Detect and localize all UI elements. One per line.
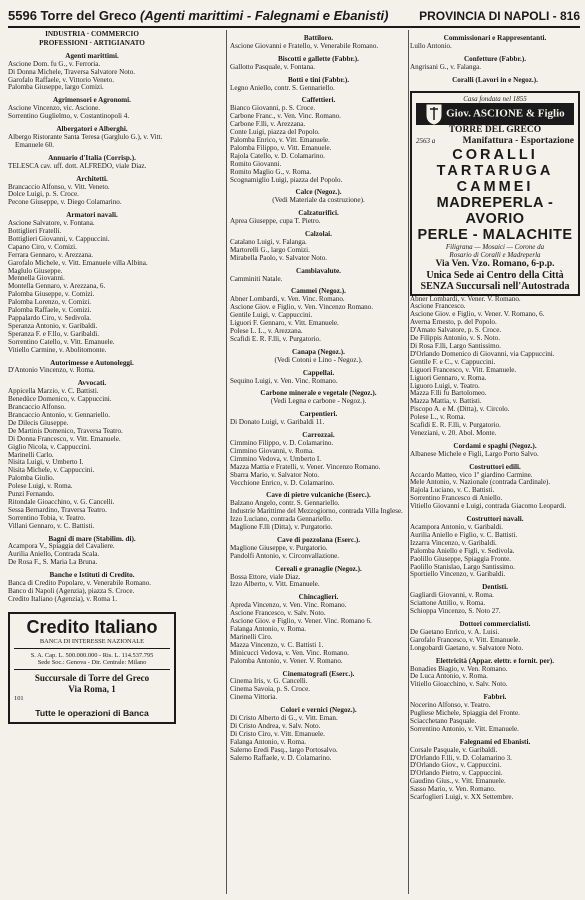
listing-entry: Mennella Giovanni.: [8, 274, 65, 283]
column-divider: [226, 30, 227, 894]
listing-entry: Banca di Credito Popolare, v. Venerabile Romano.: [8, 579, 152, 588]
listing-entry: Acampora Antonio, v. Garibaldi.: [410, 523, 503, 531]
column-3-listings: [410, 296, 580, 802]
listing-entry: Albergo Ristorante Santa Teresa (Garglulo G.), v. Vitt. Emanuele 60.: [8, 132, 163, 149]
listing-entry: Abner Lombardi, v. Ven. Vinc. Romano.: [230, 295, 345, 304]
ad-firm-name: [416, 103, 574, 125]
listing-entry: Balzano Angelo, contr. S. Gennariello.: [230, 499, 340, 508]
section-heading: Architetti.: [76, 174, 108, 183]
listing-entry: Albanese Michele e Figli, Largo Porto Salvo.: [410, 449, 539, 458]
column-3: [410, 30, 580, 894]
listing-entry: Garofalo Michele, v. Vitt. Emanuele villa Albina.: [8, 258, 148, 267]
listing-entry: Mazza F.lli fu Bartolomeo.: [410, 389, 487, 398]
listing-entry: Scarfoglieri Luigi, v. XX Settembre.: [410, 793, 514, 802]
section-heading: Caffettieri.: [301, 96, 336, 105]
ad-footer-row: [14, 695, 170, 702]
listing-entry: Cinema Savoia, p. S. Croce.: [230, 685, 310, 694]
listing-entry: Romito Maglio G., v. Roma.: [230, 167, 312, 176]
listing-entry: Rajola Luciano, v. C. Battisti.: [410, 486, 495, 495]
listing-entry: Speranza F. e F.llo, v. Garibaldi.: [8, 329, 99, 338]
listing-entry: Gallotto Pasquale, v. Fontana.: [230, 62, 316, 71]
section-heading: Carpentieri.: [299, 410, 338, 419]
section-heading: Coralli (Lavori in e Negoz.).: [452, 75, 538, 84]
credito-italiano-ad: [8, 612, 176, 724]
listing-entry: Ascione Giov. e Figlio, v. Vener. Vinc. Romano 6.: [230, 617, 372, 626]
listing-entry: Pandolfi Antonio, v. Circonvallazione.: [230, 551, 340, 560]
listing-entry: Marinelli Ciro.: [230, 632, 273, 641]
listing-entry: Sorrentino Catello, v. Vitt. Emanuele.: [8, 337, 115, 346]
listing-entry: De Gaetano Enrico, v. A. Luisi.: [410, 627, 500, 636]
ad-bank-tagline: BANCA DI INTERESSE NAZIONALE: [39, 637, 145, 645]
listing-entry: D'Amato Salvatore, p. S. Croce.: [410, 326, 502, 335]
listing-entry: Palomba Giulio.: [8, 474, 55, 483]
section-heading: Elettricità (Appar. elettr. e fornit. per).: [435, 656, 555, 665]
listing-entry: Falanga Antonio, v. Roma.: [230, 737, 306, 746]
listing-entry: Sorrentino Francesco di Aniello.: [410, 494, 503, 503]
ad-line-2: TARTARUGA: [436, 162, 554, 179]
section-heading: Armatori navali.: [66, 211, 118, 220]
listing-entry: Punzi Fernando.: [8, 490, 55, 499]
listing-entry: Izzo Luciano, contrada Gennariello.: [230, 515, 333, 524]
listing-entry: Nisita Michele, v. Cappuccini.: [8, 466, 95, 475]
listing-entry: Sorrentino Antonio, v. Vitt. Emanuele.: [410, 724, 519, 733]
section-heading: Cappellai.: [302, 368, 335, 377]
section-heading: Confetture (Fabbr.).: [463, 54, 527, 63]
section-crossref: (Vedi Cotoni e Lino - Negoz.).: [274, 355, 363, 364]
listing-entry: Bianco Giovanni, p. S. Croce.: [230, 104, 316, 113]
section-heading: Calzaturifici.: [298, 209, 339, 218]
section-heading: Falegnami ed Ebanisti.: [459, 737, 531, 746]
listing-entry: Banco di Napoli (Agenzia), piazza S. Croce.: [8, 587, 135, 595]
listing-entry: Ascione Vincenzo, vic. Ascione.: [8, 104, 101, 113]
ad-firm-text: Giov. ASCIONE & Figlio: [446, 107, 565, 120]
page-subtitle: (Agenti marittimi - Falegnami e Ebanisti): [140, 8, 389, 23]
section-heading: Cordami e spaghi (Negoz.).: [453, 441, 537, 450]
locality-title: Torre del Greco: [40, 8, 137, 23]
listing-entry: Lullo Antonio.: [410, 41, 452, 50]
listing-entry: Ascione Salvatore, v. Fontana.: [8, 219, 95, 228]
section-heading: Colori e vernici (Negoz.).: [280, 706, 357, 715]
listing-entry: Polese Luigi, v. Roma.: [8, 482, 73, 491]
listing-entry: Vitiello Giovanni e Luigi, contrada Giacomo Leopardi.: [410, 502, 567, 511]
listing-entry: D'Antonio Vincenzo, v. Roma.: [8, 366, 95, 375]
ascione-ad: [410, 91, 580, 296]
listing-entry: Di Cristo Andrea, v. Salv. Noto.: [230, 721, 321, 730]
column-2-listings: [230, 35, 407, 763]
section-crossref: (Vedi Materiale da costruzione).: [272, 196, 365, 205]
listing-entry: Maglione F.lli (Ditta), v. Purgatorio.: [230, 523, 333, 532]
listing-entry: Pugliese Michele, Spiaggia del Fronte.: [410, 709, 520, 718]
ad-branch-address: Via Roma, 1: [68, 683, 116, 694]
section-heading: Annuario d'Italia (Corrisp.).: [48, 153, 136, 162]
header-right: [419, 9, 580, 23]
listing-entry: Ferrara Gennaro, v. Arezzana.: [8, 250, 94, 259]
listing-entry: Scognamiglio Luigi, piazza del Popolo.: [230, 175, 343, 184]
ad-bank-seats: Sede Soc.: Genova - Dir. Centrale: Milano: [37, 658, 147, 666]
listing-entry: Averna Ernesto, p. del Popolo.: [410, 318, 497, 327]
section-heading: Agenti marittimi.: [65, 51, 119, 60]
listing-entry: Liguori Gennaro, v. Roma.: [410, 373, 487, 382]
listing-entry: Izzarra Vincenzo, v. Garibaldi.: [410, 538, 497, 547]
listing-entry: Liguoro Luigi, v. Teatro.: [410, 381, 480, 390]
listing-entry: Abner Lombardi, v. Vener. V. Romano.: [410, 294, 521, 303]
section-heading: Chincaglieri.: [298, 593, 339, 602]
listing-entry: Sorrentino Tobia, v. Teatro.: [8, 513, 86, 522]
listing-entry: Romito Giovanni.: [230, 159, 282, 168]
section-heading: Cave di pozzolana (Eserc.).: [276, 535, 361, 544]
listing-entry: Brancaccio Alfonso.: [8, 403, 66, 412]
listing-entry: Benedüce Domenico, v. Cappuccini.: [8, 395, 112, 404]
listing-entry: Di Donna Michele, Traversa Salvatore Noto.: [8, 67, 136, 76]
listing-entry: Palomba Giuseppe, largo Comizi.: [8, 83, 104, 92]
ad-line-1: CORALLI: [452, 146, 538, 163]
listing-entry: Di Donna Francesco, v. Vitt. Emanuele.: [8, 434, 121, 443]
listing-entry: De Dilecis Giuseppe.: [8, 418, 69, 427]
listing-entry: Ascione Francesco.: [410, 302, 466, 311]
listing-entry: Appicella Marzio, v. C. Battisti.: [8, 387, 99, 396]
ad-note-1: Filigrana — Mosaici — Corone da: [445, 242, 545, 251]
section-crossref: (Vedi Legna e carbone - Negoz.).: [270, 397, 367, 406]
listing-entry: Minicucci Vedova, v. Ven. Vinc. Romano.: [230, 648, 349, 657]
listing-entry: Apreda Vincenzo, v. Ven. Vinc. Romano.: [230, 601, 347, 610]
listing-entry: Martorelli G., largo Comizi.: [230, 245, 310, 254]
listing-entry: Brancaccio Antonio, v. Gennariello.: [8, 410, 110, 419]
section-heading: Cinematografi (Eserc.).: [282, 669, 355, 678]
section-heading: Cammei (Negoz.).: [291, 287, 346, 296]
column-2: [230, 30, 407, 894]
column-1-listings: [8, 53, 176, 604]
listing-entry: Mirabella Paolo, v. Salvator Noto.: [230, 253, 328, 262]
listing-entry: D'Orlando Giov., v. Cappuccini.: [410, 761, 502, 770]
listing-entry: Camminiti Natale.: [230, 274, 283, 283]
listing-entry: Villani Gennaro, v. C. Battisti.: [8, 521, 95, 530]
listing-entry: Acampora V., Spiaggia del Cavaliere.: [8, 542, 115, 551]
ad-business: Manifattura - Esportazione: [462, 135, 574, 146]
section-heading: Costruttori navali.: [466, 515, 524, 524]
listing-entry: Sciacchetano Pasquale.: [410, 716, 477, 725]
listing-entry: Cinema Vittoria.: [230, 693, 278, 702]
listing-entry: Gentile F. e C., v. Cappuccini.: [410, 357, 496, 366]
listing-entry: Bossa Ettore, viale Diaz.: [230, 572, 301, 581]
listing-entry: De Filippis Antonio, v. S. Noto.: [410, 334, 500, 343]
listing-entry: Ascione Giovanni e Fratello, v. Venerabile Romano.: [230, 41, 379, 50]
listing-entry: Cimmino Giovanni, v. Roma.: [230, 446, 314, 455]
ad-bank-capital: S. A. Cap. L. 500.000.000 - Ris. L. 114.537.795: [30, 651, 154, 659]
listing-entry: De Luca Antonio, v. Roma.: [410, 672, 488, 681]
listing-entry: De Rosa F., S. Maria La Bruna.: [8, 558, 98, 567]
section-heading: Fabbri.: [483, 693, 507, 702]
ad-footer: Tutte le operazioni di Banca: [35, 707, 149, 718]
section-heading: Carrozzai.: [302, 431, 335, 440]
listing-entry: D'Orlando Pietro, v. Cappuccini.: [410, 769, 503, 778]
listing-entry: Credito Italiano (Agenzia), v. Roma 1.: [8, 594, 118, 603]
ad-line-3: CAMMEI: [456, 178, 534, 195]
listing-entry: De Martinis Domenico, Traversa Teatro.: [8, 426, 123, 435]
listing-entry: Ascione Giov. e Figlio, v. Ven. Vincenzo Romano.: [230, 303, 374, 312]
ad-branch-title: Succursale di Torre del Greco: [34, 672, 150, 683]
section-heading: Avvocati.: [77, 379, 107, 388]
listing-entry: Vitiello Gioacchino, v. Salv. Noto.: [410, 680, 508, 689]
listing-entry: Cimmino Filippo, v. D. Colamarino.: [230, 438, 334, 447]
listing-entry: Izzo Alberto, v. Vitt. Emanuele.: [230, 580, 320, 589]
ad-founded: Casa fondata nel 1855: [463, 94, 527, 103]
listing-entry: Paolillo Giuseppe, Spiaggia Fronte.: [410, 554, 512, 563]
listing-entry: Accardo Matteo, vico 1º giardino Carmine.: [410, 470, 533, 479]
listing-entry: Pecone Giuseppe, v. Diego Colamarino.: [8, 198, 122, 207]
listing-entry: Di Rosa F.lli, Largo Santissimo.: [410, 341, 501, 350]
listing-entry: Palomba Enrico, v. Vitt. Emanuele.: [230, 135, 330, 144]
listing-entry: Piscopo A. e M. (Ditta), v. Circolo.: [410, 405, 510, 414]
section-heading: Cave di pietre vulcaniche (Eserc.).: [266, 491, 371, 500]
listing-entry: Gagliardi Giovanni, v. Roma.: [410, 591, 494, 600]
section-heading: Albergatori e Alberghi.: [56, 125, 128, 134]
listing-entry: Sorrentino Guglielmo, v. Costantinopoli 4.: [8, 112, 130, 121]
column-1: [8, 30, 176, 894]
listing-entry: Nocerino Alfonso, v. Teatro.: [410, 701, 491, 710]
listing-entry: Bonadies Biagio, v. Ven. Romano.: [410, 664, 508, 673]
ad-code: 2563 a: [416, 136, 436, 145]
section-heading: Carbone minerale e vegetale (Negoz.).: [260, 389, 377, 398]
listing-entry: Maglulo Giuseppe.: [8, 266, 63, 275]
listing-entry: Veneziani, v. 20. Abol. Monte.: [410, 428, 497, 437]
listing-entry: Ritondale Gioacchino, v. G. Cancelli.: [8, 497, 115, 506]
ad-address: Via Ven. Vzo. Romano, 6-p.p.: [435, 258, 555, 269]
section-heading: Canapa (Negoz.).: [292, 347, 345, 356]
listing-entry: Catalano Luigi, v. Falanga.: [230, 237, 307, 246]
listing-entry: Pappalardo Ciro, v. Sedivola.: [8, 314, 92, 322]
listing-entry: Sportiello Vincenzo, v. Garibaldi.: [410, 570, 506, 579]
crest-icon: [425, 103, 443, 125]
column-3-top-listings: [410, 35, 580, 85]
listing-entry: Palomba Filippo, v. Vitt. Emanuele.: [230, 143, 332, 152]
section-heading: Cereali e granaglie (Negoz.).: [275, 564, 362, 573]
listing-entry: Rajola Catello, v. D. Colamarino.: [230, 151, 325, 160]
listing-entry: Gentile Luigi, v. Cappuccini.: [230, 311, 313, 320]
listing-entry: Ascione Francesco, v. Salv. Noto.: [230, 609, 326, 618]
listing-entry: Cimmino Vedova, v. Umberto I.: [230, 454, 322, 463]
section-heading: Agrimensori e Agronomi.: [53, 96, 131, 105]
listing-entry: Aprea Giuseppe, cupa T. Pietro.: [230, 217, 321, 226]
ad-place: TORRE DEL GRECO: [448, 124, 542, 135]
section-heading: INDUSTRIA · COMMERCIO: [45, 30, 139, 38]
listing-entry: Aurilia Aniello e Figlio, v. C. Battisti.: [410, 530, 518, 539]
listing-entry: Speranza Antonio, v. Garibaldi.: [8, 321, 98, 330]
columns: [8, 30, 580, 894]
listing-entry: Salerno Eredi Pasq., largo Portosalvo.: [230, 745, 338, 754]
listing-entry: Paolillo Stanislao, Largo Santissimo.: [410, 562, 515, 571]
listing-entry: Palomba Giuseppe, v. Comizi.: [8, 290, 95, 299]
listing-entry: Ascione Dom. fu G., v. Ferroria.: [8, 59, 101, 68]
listing-entry: Carbone F.lli, v. Arezzana.: [230, 120, 306, 129]
listing-entry: Di Donato Luigi, v. Garibaldi 11.: [230, 418, 325, 427]
listing-entry: Mazza Vincenzo, v. C. Battisti 1.: [230, 640, 324, 649]
listing-entry: Di Cristo Alberto di G., v. Vitt. Eman.: [230, 714, 338, 723]
listing-entry: D'Orlando Domenico di Giovanni, via Cappuccini.: [410, 349, 555, 358]
listing-entry: Liguori Francesco, v. Vitt. Emanuele.: [410, 365, 517, 374]
listing-entry: Salerno Raffaele, v. D. Colamarino.: [230, 753, 332, 762]
listing-entry: Nisita Luigi, v. Umberto I.: [8, 458, 84, 467]
listing-entry: Scafidi E. R. F.lli, v. Purgatorio.: [230, 334, 321, 343]
listing-entry: Angrisani G., v. Falanga.: [410, 62, 482, 71]
section-subheading: PROFESSIONI · ARTIGIANATO: [39, 38, 145, 47]
section-heading: Botti e tini (Fabbr.).: [287, 75, 350, 84]
section-heading: Biscotti e gallette (Fabbr.).: [278, 54, 359, 63]
listing-entry: Palomba Raffaele, v. Comizi.: [8, 306, 92, 315]
listing-entry: Sequino Luigi, v. Ven. Vinc. Romano.: [230, 376, 338, 385]
listing-entry: Legno Aniello, contr. S. Gennariello.: [230, 83, 335, 92]
listing-entry: Vitiello Carmine, v. Abolitomonte.: [8, 345, 107, 354]
page-header: [8, 8, 580, 28]
listing-entry: Di Cristo Ciro, v. Vitt. Emanuele.: [230, 729, 325, 738]
section-heading: Bagni di mare (Stabilim. di).: [48, 534, 136, 543]
section-heading: Banche e Istituti di Credito.: [49, 571, 135, 580]
listing-entry: Falanga Antonio, v. Roma.: [230, 625, 306, 633]
ad-unique-1: Unica Sede ai Centro della Città: [426, 269, 564, 281]
listing-entry: Garofalo Francesco, v. Vitt. Emanuele.: [410, 635, 521, 644]
listing-entry: TELESCA cav. uff. dott. ALFREDO, viale Diaz.: [8, 161, 147, 170]
header-left: [8, 8, 389, 23]
listing-entry: Cinema Iris, v. G. Cancelli.: [230, 677, 308, 686]
listing-entry: Bottiglieri Giovanni, v. Cappuccini.: [8, 234, 110, 243]
section-heading: Autorimesse e Autonoleggi.: [50, 358, 134, 367]
ad-code: 101: [14, 694, 24, 702]
section-heading: Cambiavalute.: [296, 266, 341, 275]
ad-bank-name: Credito Italiano: [26, 616, 158, 637]
listing-entry: Palomba Aniello e Figli, v. Sedivola.: [410, 546, 515, 555]
listing-entry: Aurilia Aniello, Contrada Scala.: [8, 550, 100, 559]
listing-entry: Schioppa Vincenzo, S. Noto 27.: [410, 607, 501, 616]
listing-entry: Brancaccio Alfonso, v. Vitt. Veneto.: [8, 182, 110, 191]
listing-entry: Sbarra Mario, v. Salvator Noto.: [230, 470, 320, 479]
listing-entry: Dolce Luigi, p. S. Croce.: [8, 190, 79, 199]
listing-entry: Sasso Mario, v. Ven. Romano.: [410, 785, 496, 794]
section-heading: Commissionari e Rappresentanti.: [443, 34, 547, 42]
listing-entry: Conte Luigi, piazza del Popolo.: [230, 128, 320, 137]
listing-entry: Polese L., v. Roma.: [410, 413, 466, 422]
listing-entry: Polese L. L., v. Arezzana.: [230, 327, 303, 335]
listing-entry: Industrie Marittime del Mezzogiorno, contrada Villa Inglese.: [230, 507, 403, 516]
directory-page: [8, 8, 580, 894]
ad-note-2: Rosario di Coralli e Madreperla: [449, 250, 541, 259]
listing-entry: Capano Ciro, v. Comizi.: [8, 242, 77, 251]
ad-unique-2: SENZA Succursali nell'Autostrada: [420, 280, 570, 292]
section-heading: Dottori commercialisti.: [459, 619, 531, 628]
listing-entry: Palomba Antonio, v. Vener. V. Romano.: [230, 656, 343, 665]
listing-entry: Mazza Mattia e Fratelli, v. Vener. Vincenzo Romano.: [230, 462, 381, 471]
ad-line-4: MADREPERLA - AVORIO: [436, 194, 554, 227]
listing-entry: Longobardi Gaetano, v. Salvatore Noto.: [410, 643, 524, 652]
listing-entry: D'Orlando F.lli, v. D. Colamarino 3.: [410, 753, 512, 762]
column-divider: [408, 30, 409, 894]
listing-entry: Sciattone Attilio, v. Roma.: [410, 599, 486, 608]
listing-entry: Mele Antonio, v. Nazionale (contrada Cardinale).: [410, 478, 551, 487]
page-ref: - 816: [552, 9, 580, 23]
province-title: PROVINCIA DI NAPOLI: [419, 9, 550, 23]
listing-entry: Liguori F. Gennaro, v. Vitt. Emanuele.: [230, 319, 339, 328]
listing-entry: Ascione Giov. e Figlio, v. Vener. V. Romano, 6.: [410, 310, 545, 319]
listing-entry: Bottiglieri Fratelli.: [8, 227, 62, 236]
section-heading: Battiloro.: [303, 34, 334, 42]
listing-entry: Garofalo Raffaele, v. Vittorio Veneto.: [8, 75, 115, 84]
ad-line-5: PERLE - MALACHITE: [417, 226, 573, 243]
listing-entry: Montella Gennaro, v. Arezzana, 6.: [8, 282, 106, 291]
listing-entry: Vecchione Enrico, v. D. Colamarino.: [230, 478, 335, 487]
section-heading: Calzolai.: [305, 230, 332, 239]
listing-entry: Palomba Lorenzo, v. Comizi.: [8, 298, 92, 307]
listing-entry: Scafidi E. R. F.lli, v. Purgatorio.: [410, 421, 501, 430]
listing-entry: Corsale Pasquale, v. Garibaldi.: [410, 745, 498, 754]
section-heading: Calce (Negoz.).: [295, 188, 342, 197]
listing-entry: Maglione Giuseppe, v. Purgatorio.: [230, 543, 328, 552]
listing-entry: Carbone Franc., v. Ven. Vinc. Romano.: [230, 112, 341, 121]
listing-entry: Gaudino Gius., v. Vitt. Emanuele.: [410, 777, 506, 786]
section-heading: Costruttori edili.: [469, 462, 521, 471]
listing-entry: Marinelli Carlo.: [8, 450, 54, 459]
listing-entry: Giglio Nicola, v. Cappuccini.: [8, 442, 92, 451]
section-heading: Dentisti.: [482, 583, 508, 592]
listing-entry: Mazza Mattia, v. Battisti.: [410, 397, 482, 406]
page-number: 5596: [8, 8, 37, 23]
ad-business-row: [416, 136, 574, 147]
listing-entry: Sessa Bernardino, Traversa Teatro.: [8, 505, 107, 514]
